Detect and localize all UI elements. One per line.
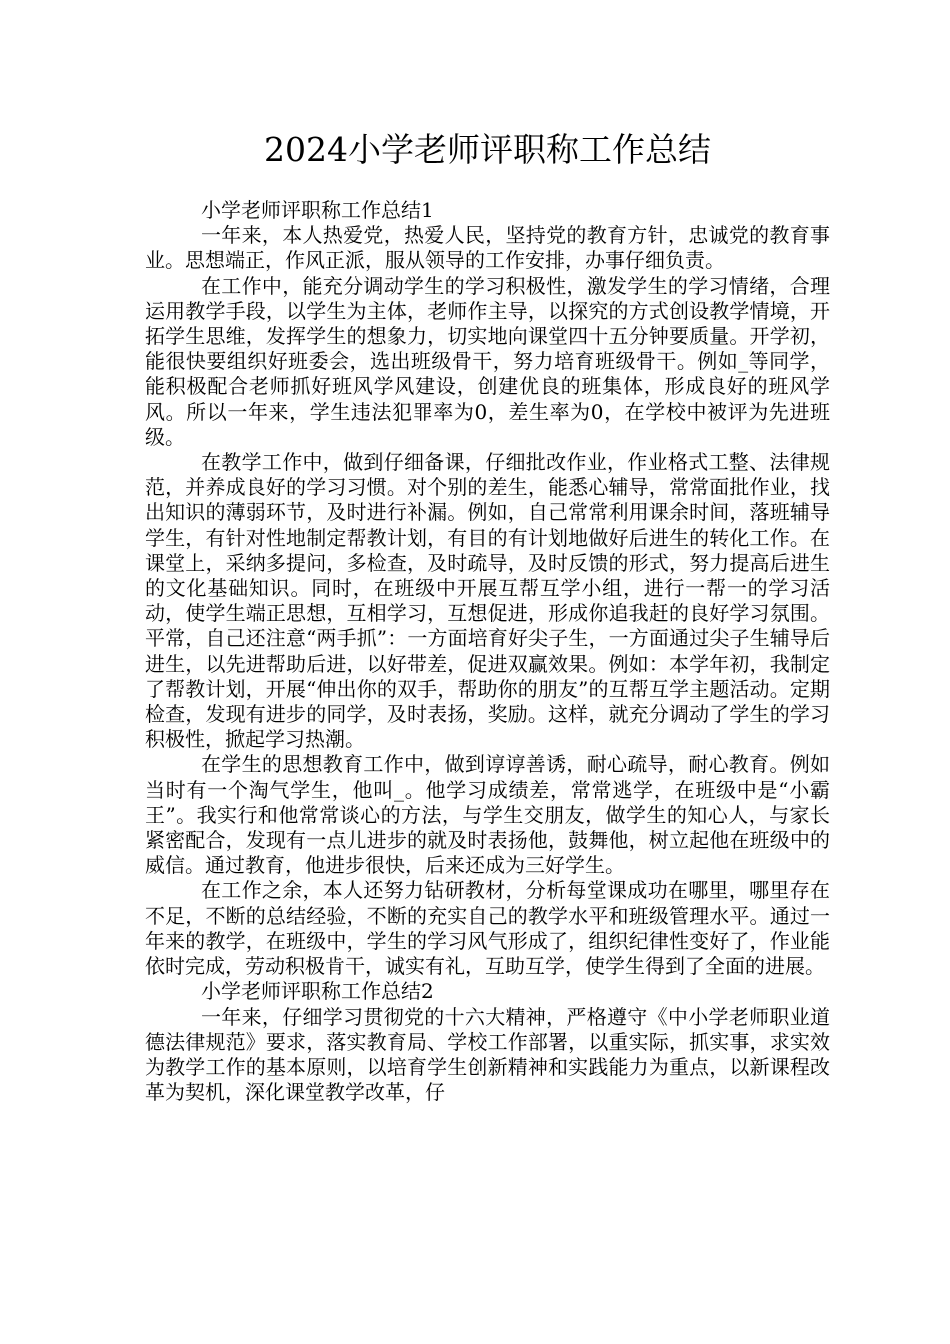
document-title: 2024小学老师评职称工作总结 [264, 130, 711, 169]
body-paragraph: 在教学工作中，做到仔细备课，仔细批改作业，作业格式工整、法律规范，并养成良好的学习习惯。对个别的差生，能悉心辅导，常常面批作业，找出知识的薄弱环节，及时进行补漏。例如，自己常常利用课余时间，落班辅导学生，有针对性地制定帮教计划，有目的有计划地做好后进生的转化工作。在课堂上，采纳多提问，多检查，及时疏导，及时反馈的形式，努力提高后进生的文化基础知识。同时，在班级中开展互帮互学小组，进行一帮一的学习活动，使学生端正思想，互相学习，互想促进，形成你追我赶的良好学习氛围。平常，自己还注意“两手抓”：一方面培育好尖子生，一方面通过尖子生辅导后进生，以先进帮助后进，以好带差，促进双赢效果。例如：本学年初，我制定了帮教计划，开展“伸出你的双手，帮助你的朋友”的互帮互学主题活动。定期检查，发现有进步的同学，及时表扬，奖励。这样，就充分调动了学生的学习积极性，掀起学习热潮。 [145, 450, 830, 752]
body-paragraph: 在学生的思想教育工作中，做到谆谆善诱，耐心疏导，耐心教育。例如当时有一个淘气学生，他叫_。他学习成绩差，常常逃学，在班级中是“小霸王”。我实行和他常常谈心的方法，与学生交朋友，做学生的知心人，与家长紧密配合，发现有一点儿进步的就及时表扬他，鼓舞他，树立起他在班级中的威信。通过教育，他进步很快，后来还成为三好学生。 [145, 752, 830, 878]
document-body [145, 198, 830, 1105]
body-paragraph: 一年来，本人热爱党，热爱人民，坚持党的教育方针，忠诚党的教育事业。思想端正，作风正派，服从领导的工作安排，办事仔细负责。 [145, 223, 830, 273]
section-heading: 小学老师评职称工作总结1 [201, 198, 434, 222]
body-paragraph: 在工作之余，本人还努力钻研教材，分析每堂课成功在哪里，哪里存在不足，不断的总结经验，不断的充实自己的教学水平和班级管理水平。通过一年来的教学，在班级中，学生的学习风气形成了，组织纪律性变好了，作业能依时完成，劳动积极肯干，诚实有礼，互助互学，使学生得到了全面的进展。 [145, 878, 830, 979]
document-page [145, 128, 830, 1105]
body-paragraph: 一年来，仔细学习贯彻党的十六大精神，严格遵守《中小学老师职业道德法律规范》要求，落实教育局、学校工作部署，以重实际，抓实事，求实效为教学工作的基本原则，以培育学生创新精神和实践能力为重点，以新课程改革为契机，深化课堂教学改革，仔 [145, 1004, 830, 1105]
section-heading: 小学老师评职称工作总结2 [201, 979, 434, 1004]
body-paragraph: 在工作中，能充分调动学生的学习积极性，激发学生的学习情绪，合理运用教学手段，以学生为主体，老师作主导，以探究的方式创设教学情境，开拓学生思维，发挥学生的想象力，切实地向课堂四十五分钟要质量。开学初，能很快要组织好班委会，选出班级骨干，努力培育班级骨干。例如_等同学，能积极配合老师抓好班风学风建设，创建优良的班集体，形成良好的班风学风。所以一年来，学生违法犯罪率为0，差生率为0，在学校中被评为先进班级。 [145, 273, 830, 449]
